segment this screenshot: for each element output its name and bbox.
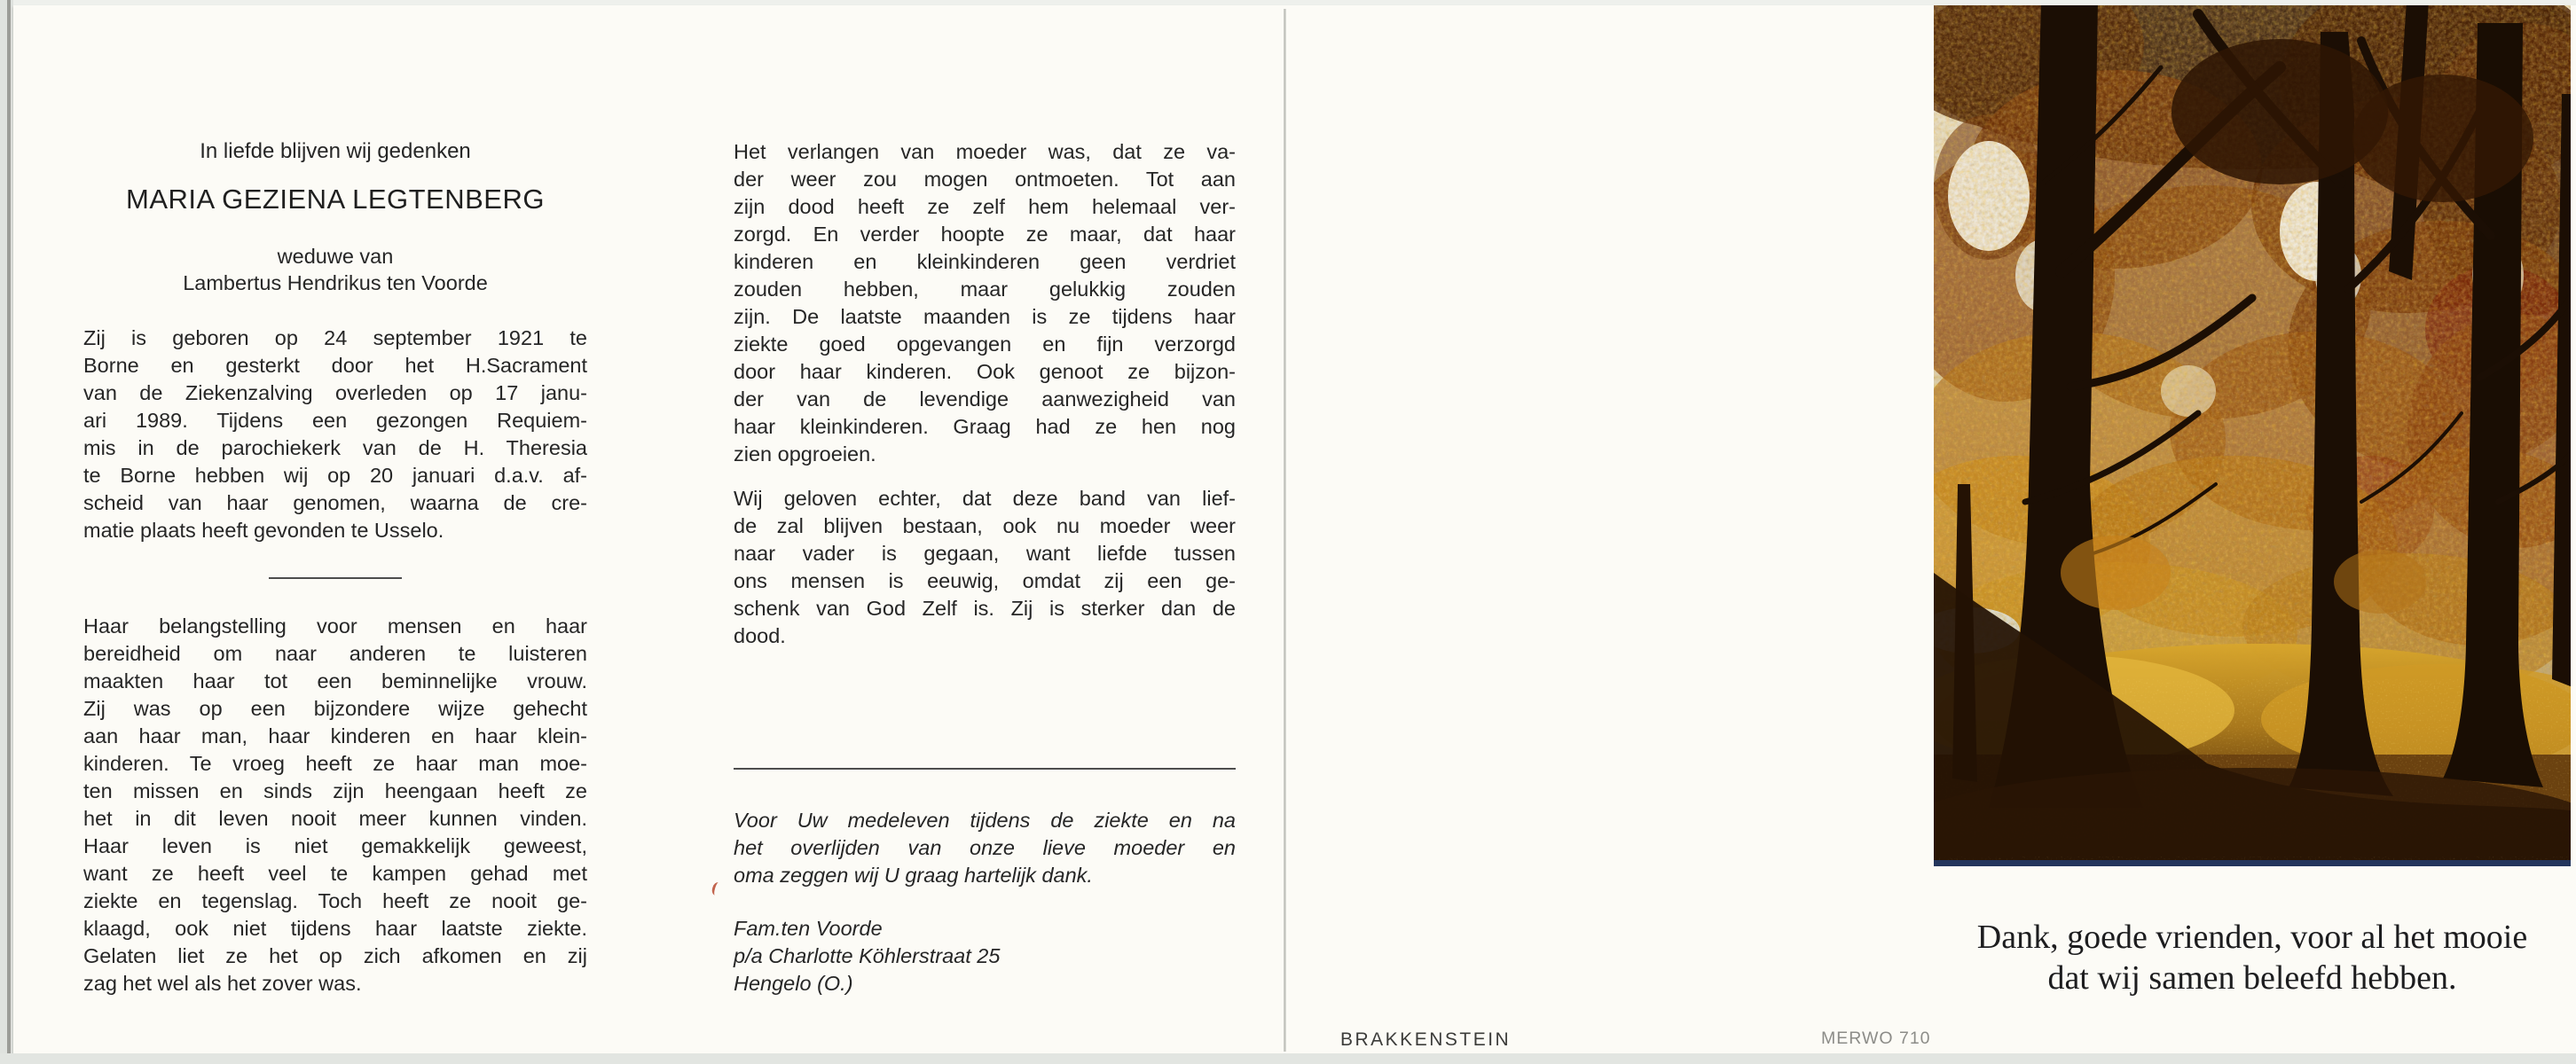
obituary-paragraph-2: Haar belangstelling voor mensen en haar bereidheid om naar anderen te luisteren maakten haar tot een beminnelijke vrouw. Zij was op een bijzondere wijze gehecht aan haar man, haar kinderen en haar klein- kinderen. Te vroeg heeft ze haar man moe- ten missen en sinds zijn heengaan heeft ze het in dit leven nooit meer kunnen vinden. Haar leven is niet gemakkelijk geweest, want ze heeft veel te kampen gehad met ziekte en tegenslag. Toch heeft ze nooit ge- klaagd, ook niet tijdens haar laatste ziekte. Gelaten liet ze het op zich afkomen en zij zag het wel als het zover was. <box>83 614 587 995</box>
divider-short <box>269 577 402 579</box>
print-mark-code: MERWO 710 <box>1821 1029 1931 1048</box>
memories-paragraph-1: Het verlangen van moeder was, dat ze va- der weer zou mogen ontmoeten. Tot aan zijn dood heeft ze zelf hem helemaal ver- zorgd. En verder hoopte ze maar, dat haar kinderen en kleinkinderen geen verdriet zouden hebben, maar gelukkig zouden zijn. De laatste maanden is ze tijdens haar ziekte goed opgevangen en fijn verzorgd door haar kinderen. Ook genoot ze bijzon- der van de levendige aanwezigheid van haar kleinkinderen. Graag had ze hen nog zien opgroeien. <box>734 140 1236 466</box>
husband-name: Lambertus Hendrikus ten Voorde <box>183 271 488 294</box>
divider-long <box>734 768 1236 770</box>
deceased-name: MARIA GEZIENA LEGTENBERG <box>126 184 545 215</box>
acknowledgement-text: Voor Uw medeleven tijdens de ziekte en na het overlijden van onze lieve moeder en oma zeggen wij U graag hartelijk dank. <box>734 809 1236 887</box>
card-left-edge-line <box>7 0 11 1064</box>
sender-city: Hengelo (O.) <box>734 972 853 995</box>
cover-caption-line-1: Dank, goede vrienden, voor al het mooie <box>1976 919 2528 956</box>
intro-line: In liefde blijven wij gedenken <box>200 139 471 163</box>
sender-address: p/a Charlotte Köhlerstraat 25 <box>734 944 1001 967</box>
cover-caption <box>1934 917 2571 998</box>
autumn-forest-photo <box>1934 5 2571 866</box>
sender-family: Fam.ten Voorde <box>734 917 883 940</box>
cover-caption-line-2: dat wij samen beleefd hebben. <box>2047 959 2457 997</box>
card-fold-line <box>1284 9 1286 1052</box>
widow-of-line: weduwe van <box>277 245 394 268</box>
obituary-paragraph-1: Zij is geboren op 24 september 1921 te Borne en gesterkt door het H.Sacrament van de Ziekenzalving overleden op 17 janu- ari 1989. Tijdens een gezongen Requiem- mis in de parochiekerk van de H. Theresia te Borne hebben wij op 20 januari d.a.v. af- scheid van haar genomen, waarna de cre- matie plaats heeft gevonden te Usselo. <box>83 326 587 542</box>
print-mark-studio: BRAKKENSTEIN <box>1340 1029 1512 1050</box>
memories-paragraph-2: Wij geloven echter, dat deze band van lief- de zal blijven bestaan, ook nu moeder weer naar vader is gegaan, want liefde tussen ons mensen is eeuwig, omdat zij een ge- schenk van God Zelf is. Zij is sterker dan de dood. <box>734 487 1236 647</box>
scan-bottom-strip <box>0 1053 2576 1064</box>
